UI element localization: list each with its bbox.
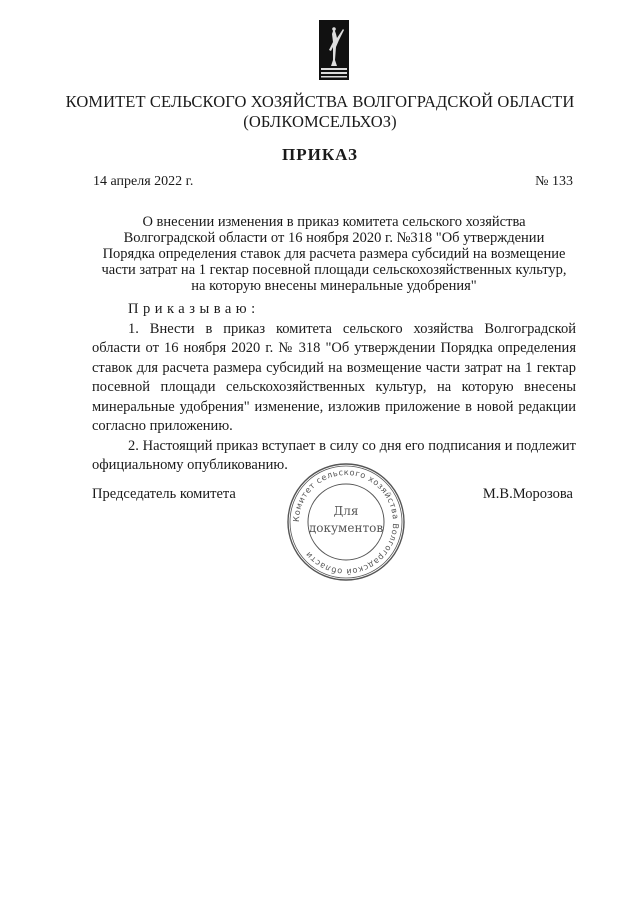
volgograd-emblem-icon — [319, 20, 349, 80]
subject-line: О внесении изменения в приказ комитета сельского хозяйства — [142, 214, 526, 230]
organization-name-line1: КОМИТЕТ СЕЛЬСКОГО ХОЗЯЙСТВА ВОЛГОГРАДСКОЙ ОБЛАСТИ — [65, 92, 575, 111]
signatory-name: М.В.Морозова — [482, 486, 573, 502]
order-word: Приказываю: — [128, 301, 260, 317]
stamp-center-line1: Для — [333, 504, 359, 518]
subject-line: части затрат на 1 гектар посевной площади сельскохозяйственных культур, — [101, 262, 567, 278]
order-item-2: 2. Настоящий приказ вступает в силу со дня его подписания и подлежит официальному опубликованию. — [92, 437, 576, 473]
subject-line: Порядка определения ставок для расчета размера субсидий на возмещение — [102, 246, 566, 262]
document-date: 14 апреля 2022 г. — [93, 174, 194, 189]
document-type-title: ПРИКАЗ — [282, 145, 358, 164]
organization-name — [0, 92, 640, 132]
subject-line: Волгоградской области от 16 ноября 2020 г. №318 "Об утверждении — [123, 230, 545, 246]
stamp-center-line2: документов — [308, 521, 384, 535]
document-body — [92, 300, 576, 476]
stamp-ring-text: Комитет сельского хозяйства Волгоградской области — [290, 466, 402, 578]
subject-line: на которую внесены минеральные удобрения" — [191, 278, 477, 294]
signatory-position: Председатель комитета — [92, 486, 236, 502]
document-number: № 133 — [535, 174, 573, 189]
document-subject — [92, 214, 576, 294]
official-stamp — [284, 460, 408, 584]
organization-name-line2: (ОБЛКОМСЕЛЬХОЗ) — [243, 112, 397, 131]
order-item-1: 1. Внести в приказ комитета сельского хозяйства Волгоградской области от 16 ноября 2020 г. № 318 "Об утверждении Порядка определения ставок для расчета размера субсидий на возмещение части затрат на 1 гектар посевной площади сельскохозяйственных культур, на которую внесены минеральные удобрения" изменение, изложив приложение в новой редакции согласно приложению. — [92, 320, 576, 434]
